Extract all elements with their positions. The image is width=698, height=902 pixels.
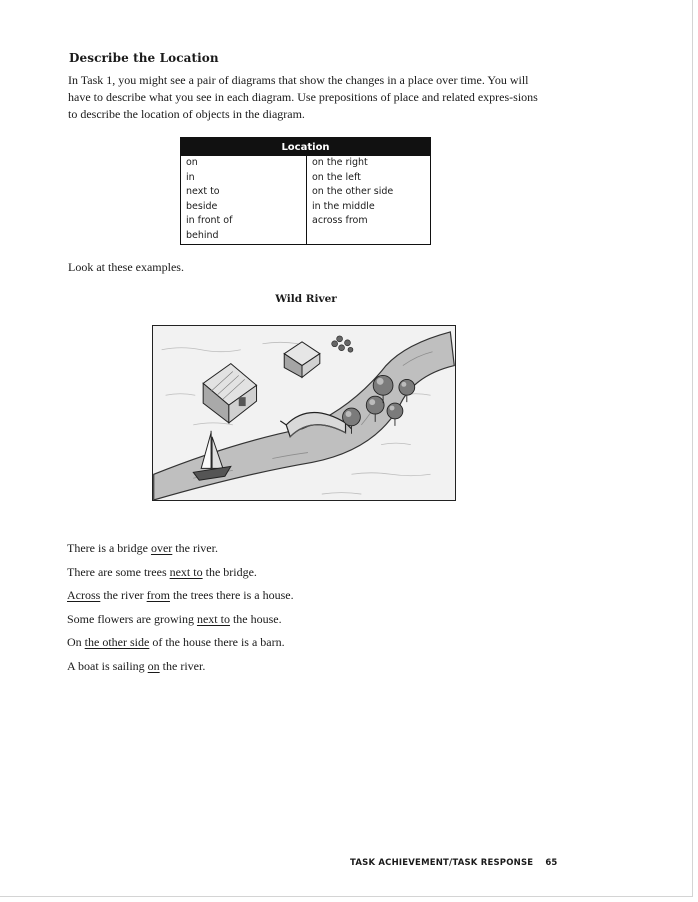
page-number: 65 [545,858,558,868]
list-item: A boat is sailing on the river. [67,658,206,673]
list-item: Some flowers are growing next to the house. [67,611,282,626]
preposition: over [150,541,173,555]
table-row [181,200,431,215]
list-item: Across the river from the trees there is a house. [67,588,294,602]
examples-lead: Look at these examples. [68,260,184,274]
table-row [181,214,431,229]
list-item: There are some trees next to the bridge. [67,564,257,579]
table-cell: in [181,171,307,186]
table-cell: next to [181,185,307,200]
running-head: TASK ACHIEVEMENT/TASK RESPONSE [350,858,534,868]
figure-title: Wild River [275,293,337,305]
table-cell: beside [181,200,307,215]
table-cell: across from [312,215,368,226]
table-cell: in the middle [312,200,375,212]
table-cell [307,229,431,245]
table-cell: on [181,156,307,171]
table-cell: on the left [312,171,361,183]
wild-river-illustration [152,325,456,501]
table-cell: on the right [312,157,368,168]
page-footer [350,858,558,868]
location-table-header: Location [181,138,431,157]
house-icon [284,342,320,378]
preposition: next to [196,611,230,626]
list-item: There is a bridge over the river. [67,541,218,555]
table-row [181,171,431,186]
section-heading: Describe the Location [69,51,219,65]
table-cell: in front of [181,214,307,229]
table-cell: on the other side [312,186,394,197]
location-table [180,137,431,245]
example-sentences [67,537,294,678]
flowers-icon [332,336,353,352]
barn-icon [203,364,256,423]
table-row [181,229,431,245]
intro-paragraph: In Task 1, you might see a pair of diagrams that show the changes in a place over time. You will have to describe what you see in each diagram. Use prepositions of place and related expres-sions to describe the location of objects in the diagram. [68,73,538,121]
table-row [181,156,431,171]
preposition: next to [169,564,203,579]
preposition: the other side [84,635,150,649]
preposition: Across [67,588,101,602]
table-cell: behind [181,229,307,245]
preposition: from [146,588,170,602]
preposition: on [147,658,160,673]
list-item: On the other side of the house there is a barn. [67,635,285,649]
table-row [181,185,431,200]
